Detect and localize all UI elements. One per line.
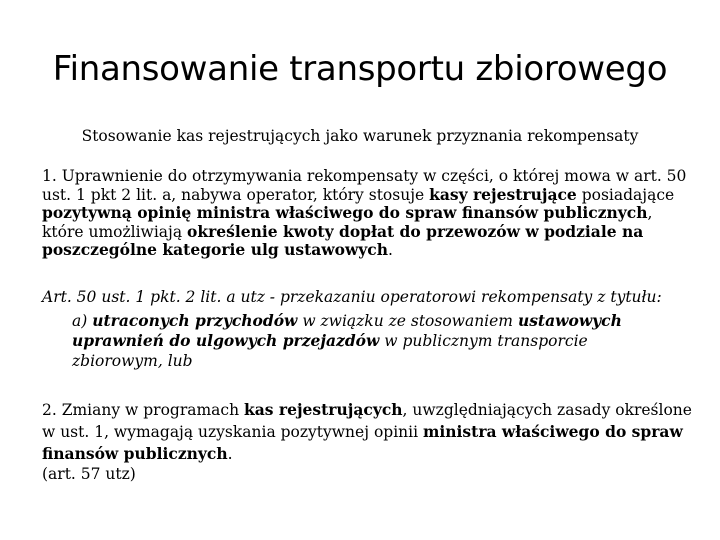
p1-bold-opinion: pozytywną opinię ministra właściwego do spraw finansów publicznych [42, 203, 648, 222]
article-reference: Art. 50 ust. 1 pkt. 2 lit. a utz - przekazaniu operatorowi rekompensaty z tytułu: [42, 288, 662, 306]
p2-text-1: 2. Zmiany w programach [42, 401, 245, 419]
art-item-bold-revenue: utraconych przychodów [92, 311, 298, 330]
p2-text-3: . [227, 445, 233, 463]
p1-bold-amount: określenie kwoty dopłat do przewozów w podziale na poszczególne kategorie ulg ustawowych [42, 221, 644, 259]
p1-text-2: posiadające [576, 185, 675, 204]
p1-text-1: 1. Uprawnienie do otrzymywania rekompensaty w części, o której mowa w art. 50 ust. 1 pkt 2 lit. a, nabywa operator, który stosuje [42, 167, 687, 204]
paragraph-2-reference: (art. 57 utz) [42, 465, 136, 483]
p2-bold-minister: ministra właściwego do spraw finansów publicznych [42, 422, 683, 463]
paragraph-1 [42, 168, 692, 260]
art-item-text-2: w związku ze stosowaniem [297, 312, 518, 330]
paragraph-2 [42, 399, 692, 465]
art-item-bold-rights: ustawowych uprawnień do ulgowych przejazdów [72, 311, 622, 350]
slide-title: Finansowanie transportu zbiorowego [52, 49, 668, 89]
p1-text-3: , które umożliwiają [42, 204, 653, 241]
p1-bold-registers: kasy rejestrujące [429, 184, 577, 204]
p1-text-4: . [388, 241, 393, 259]
slide-subtitle: Stosowanie kas rejestrujących jako warunek przyznania rekompensaty [81, 127, 639, 145]
p2-bold-registers: kas rejestrujących [244, 400, 403, 419]
art-item-text-3: w publicznym transporcie zbiorowym, lub [72, 332, 588, 370]
p2-text-2: , uwzględniających zasady określone w ust. 1, wymagają uzyskania pozytywnej opinii [42, 401, 692, 441]
article-item-a [72, 311, 672, 371]
art-item-text-1: a) [72, 312, 93, 330]
